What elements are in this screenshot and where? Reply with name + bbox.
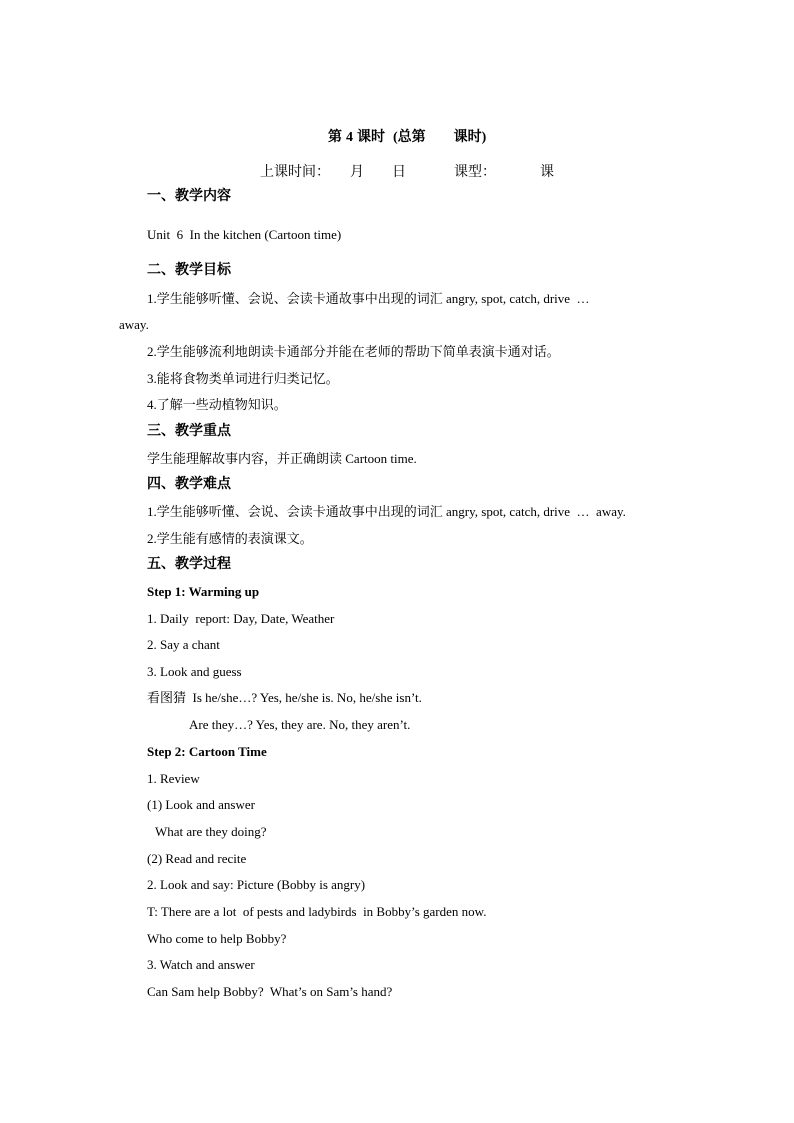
time-label: 上课时间： [260, 165, 330, 180]
objective-item: 2.学生能够流利地朗读卡通部分并能在老师的帮助下简单表演卡通对话。 [147, 344, 560, 359]
schedule-line [253, 152, 554, 180]
step2-line: (2) Read and recite [147, 851, 247, 866]
title-part2: 课时 [357, 130, 385, 145]
step1-line: 2. Say a chant [147, 637, 220, 652]
objective-item-continued: away. [119, 317, 149, 332]
title-number: 4 [346, 130, 353, 145]
step2-title: Step 2: Cartoon Time [147, 744, 267, 759]
type-label: 课型： [454, 165, 496, 180]
unit-line: Unit 6 In the kitchen (Cartoon time) [147, 227, 342, 242]
title-part1: 第 [328, 130, 342, 145]
title-part3: (总第 [393, 130, 426, 145]
section-heading-difficulties: 四、教学难点 [147, 477, 231, 492]
section-heading-key-points: 三、教学重点 [147, 424, 231, 439]
section-heading-procedure: 五、教学过程 [147, 557, 231, 572]
objective-item: 4.了解一些动植物知识。 [147, 397, 287, 412]
section-heading-content: 一、教学内容 [147, 189, 231, 204]
objective-item: 3.能将食物类单词进行归类记忆。 [147, 371, 339, 386]
step2-line: Can Sam help Bobby? What’s on Sam’s hand? [147, 984, 393, 999]
step1-line: 3. Look and guess [147, 664, 242, 679]
lesson-label: 课 [540, 165, 554, 180]
step1-title: Step 1: Warming up [147, 584, 260, 599]
step2-line: 1. Review [147, 771, 200, 786]
day-label: 日 [392, 165, 406, 180]
section-heading-objectives: 二、教学目标 [147, 263, 231, 278]
difficulty-item: 1.学生能够听懂、会说、会读卡通故事中出现的词汇 angry, spot, catch, drive … away. [147, 504, 626, 519]
objective-item: 1.学生能够听懂、会说、会读卡通故事中出现的词汇 angry, spot, catch, drive … [147, 291, 590, 306]
title-part4: 课时) [453, 130, 487, 145]
difficulty-item: 2.学生能有感情的表演课文。 [147, 531, 313, 546]
step2-line: 3. Watch and answer [147, 957, 255, 972]
step2-line: 2. Look and say: Picture (Bobby is angry) [147, 877, 366, 892]
step1-line: 看图猜 Is he/she…? Yes, he/she is. No, he/she isn’t. [147, 690, 422, 705]
month-label: 月 [350, 165, 364, 180]
step2-line-indented: What are they doing? [155, 824, 267, 839]
step2-line: Who come to help Bobby? [147, 931, 287, 946]
step2-line: T: There are a lot of pests and ladybirds in Bobby’s garden now. [147, 904, 487, 919]
lesson-title [321, 117, 486, 145]
step1-line-indented: Are they…? Yes, they are. No, they aren’t. [189, 717, 411, 732]
step2-line: (1) Look and answer [147, 797, 255, 812]
step1-line: 1. Daily report: Day, Date, Weather [147, 611, 335, 626]
key-point-text: 学生能理解故事内容，并正确朗读 Cartoon time. [147, 451, 417, 466]
